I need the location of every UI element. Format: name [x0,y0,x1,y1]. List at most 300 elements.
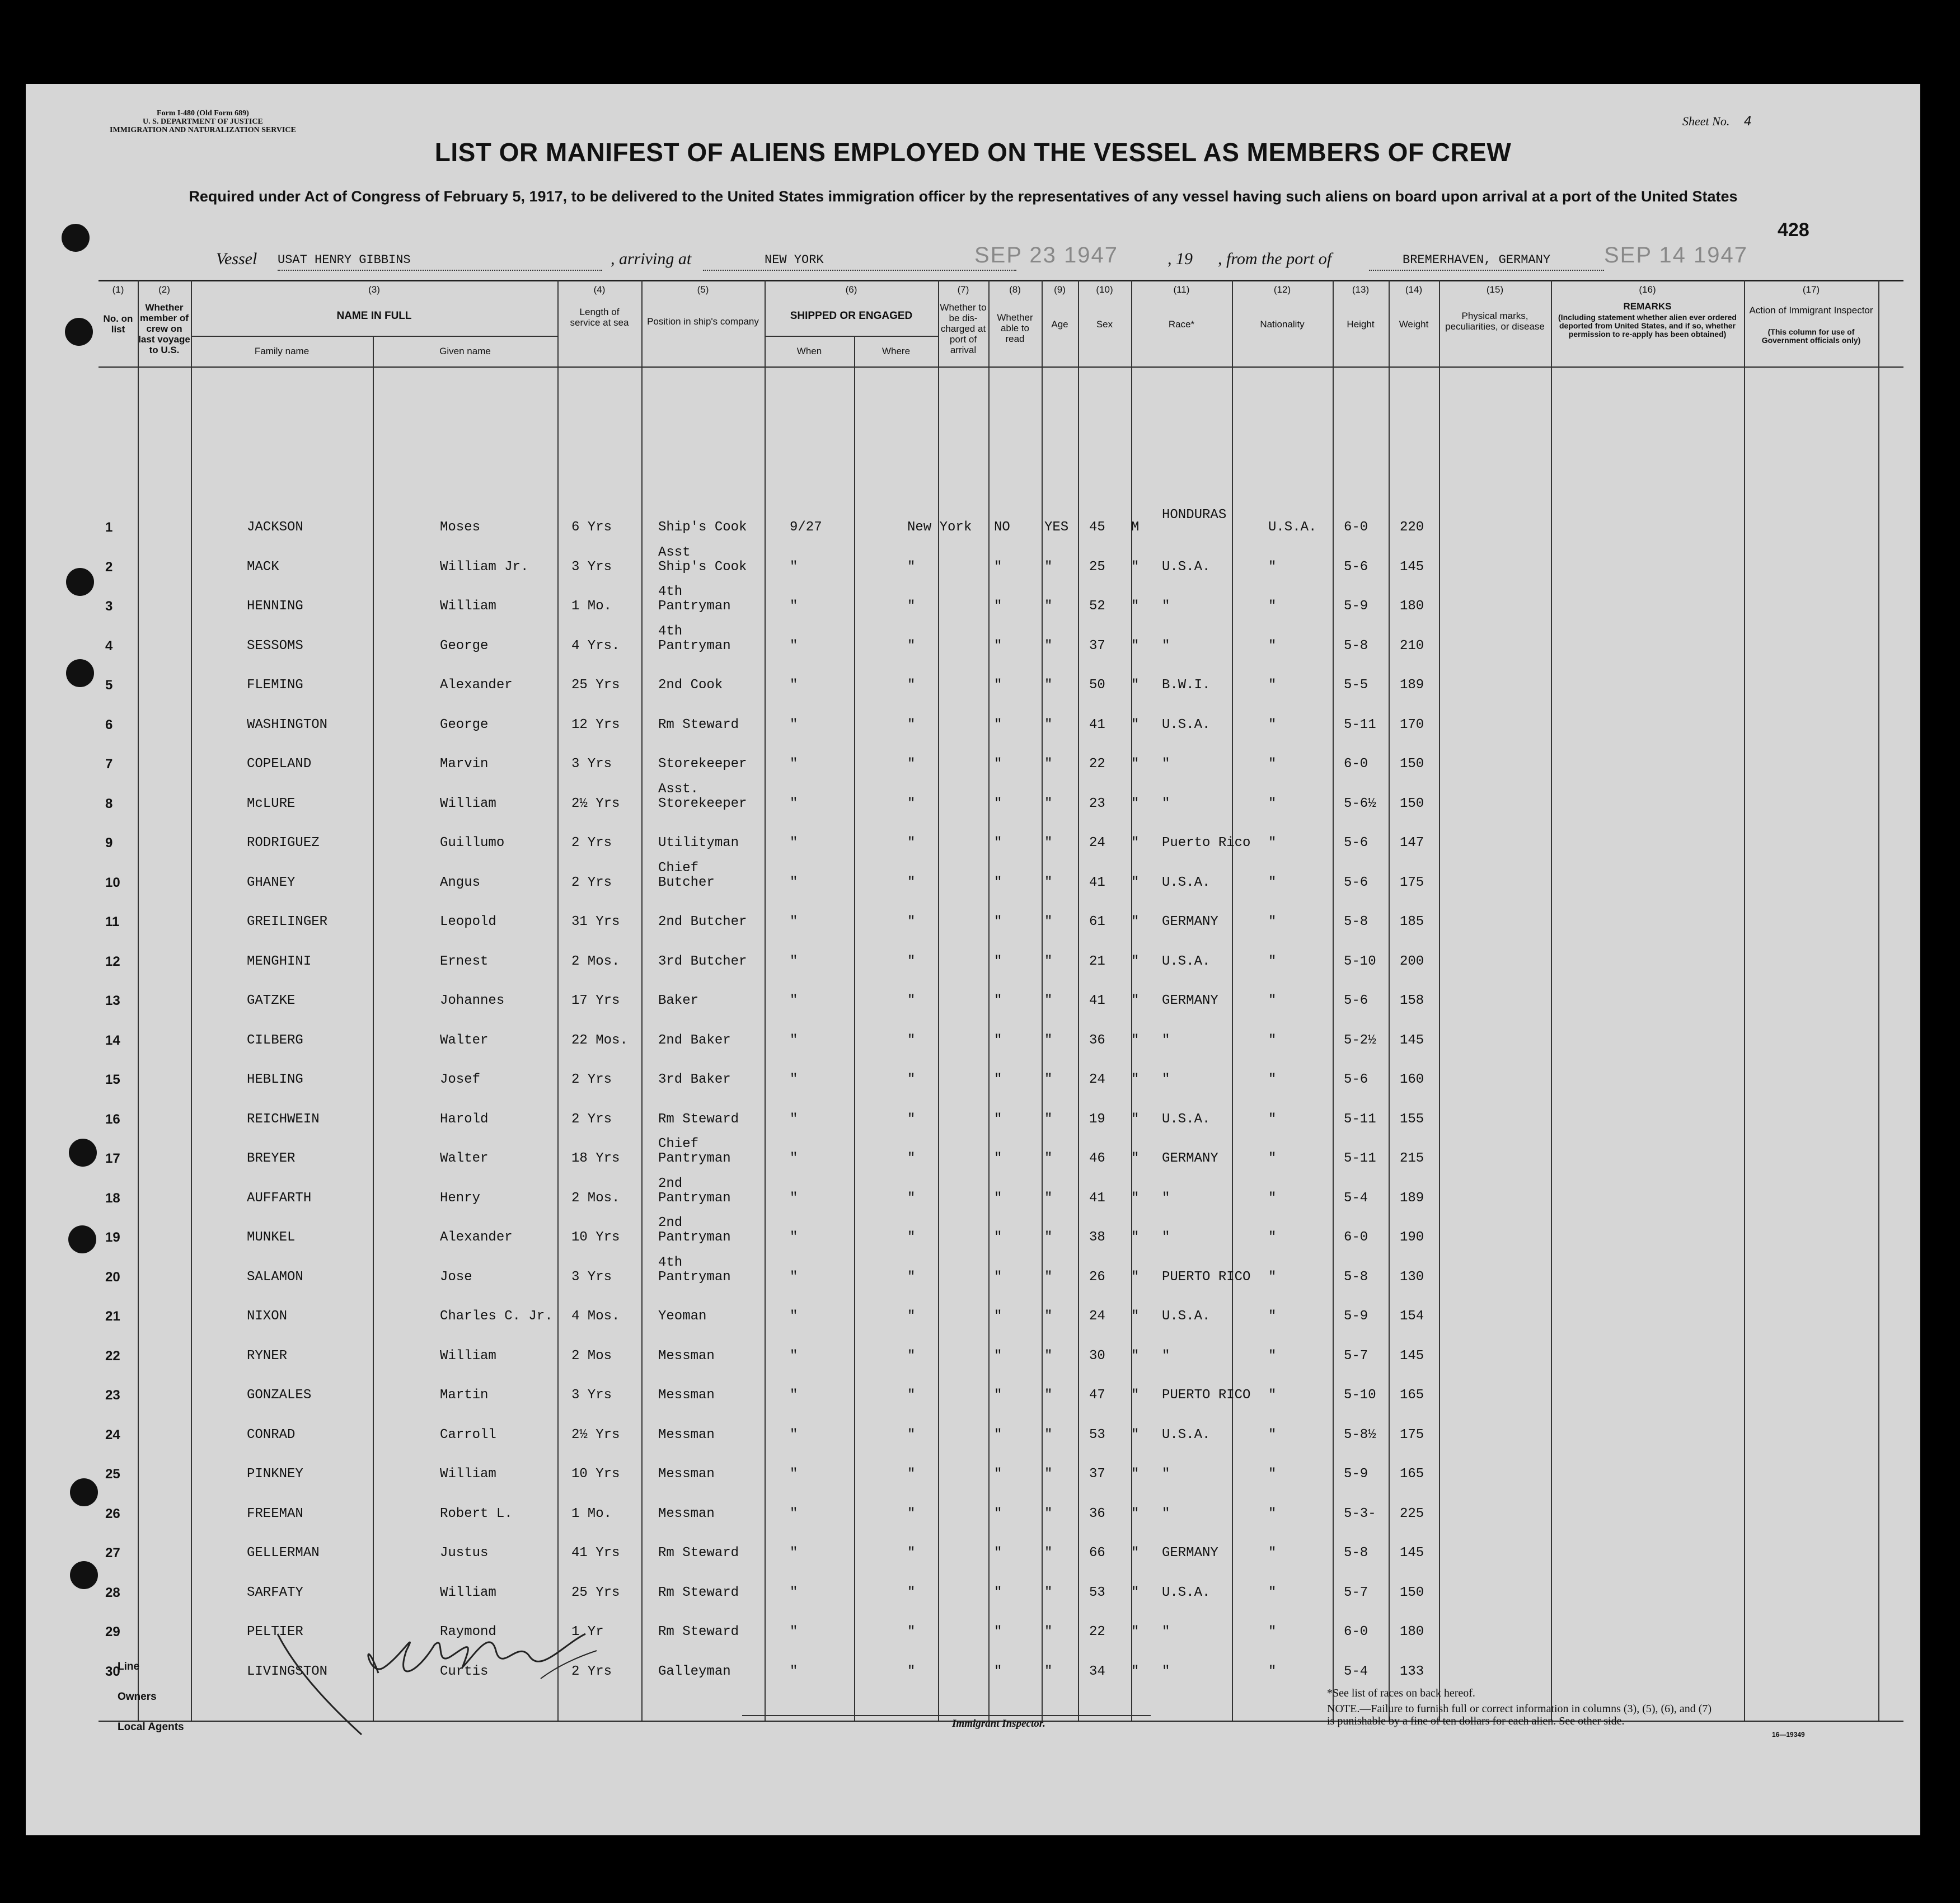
row-number: 26 [105,1506,120,1521]
height: 5-5 [1344,678,1368,693]
col-number: (6) [845,284,857,295]
discharged-at-port: NO [994,520,1010,535]
able-to-read: " [1044,678,1053,693]
family-name: RODRIGUEZ [247,835,320,851]
column-divider [988,280,990,1721]
row-number: 10 [105,875,120,890]
row-number: 3 [105,599,113,614]
header-physical-marks: Physical marks, peculiarities, or disease [1445,311,1545,332]
sex: " [1131,1506,1140,1521]
shipped-when: " [790,953,798,969]
sex: " [1131,1348,1140,1364]
nationality: " [1268,953,1277,969]
shipped-when: " [790,1190,798,1206]
nationality: " [1268,1664,1277,1679]
age: 23 [1089,796,1105,811]
position-in-company: Pantryman [658,1190,731,1206]
header-sex: Sex [1096,319,1113,330]
length-of-service: 2 Yrs [571,1111,612,1127]
family-name: REICHWEIN [247,1111,320,1127]
nationality: " [1268,1388,1277,1403]
height: 5-11 [1344,717,1376,732]
length-of-service: 2 Yrs [571,1072,612,1087]
row-number: 16 [105,1111,120,1127]
column-divider [373,336,374,1721]
given-name: Carroll [440,1427,496,1442]
given-name: Justus [440,1545,489,1561]
race: GERMANY [1162,993,1218,1008]
shipped-when: " [790,1309,798,1324]
height: 5-3- [1344,1506,1376,1521]
weight: 180 [1400,599,1424,614]
race: " [1162,1230,1170,1245]
length-of-service: 10 Yrs [571,1230,620,1245]
shipped-where: " [907,1309,916,1324]
given-name: William [440,1348,496,1364]
height: 5-6 [1344,875,1368,890]
length-of-service: 2 Yrs [571,875,612,890]
given-name: Josef [440,1072,481,1087]
nationality: " [1268,1111,1277,1127]
sex: " [1131,1467,1140,1482]
given-name: Moses [440,520,481,535]
shipped-when: " [790,1427,798,1442]
position-in-company: Messman [658,1427,715,1442]
page-subtitle: Required under Act of Congress of February 5, 1917, to be delivered to the United States immigration officer by the representatives of any vessel having such aliens on board upon arrival at a port of the United States [189,188,1738,205]
header-remarks-note: (Including statement whether alien ever ordered deported from United States, and if so, whether permission to re-apply has been obtained) [1558,313,1737,339]
position-in-company: Pantryman [658,599,731,614]
length-of-service: 3 Yrs [571,1269,612,1285]
sex: " [1131,1545,1140,1561]
given-name: George [440,717,489,732]
col-number: (10) [1096,284,1113,295]
nationality: " [1268,1190,1277,1206]
position-in-company: Yeoman [658,1309,707,1324]
height: 5-8 [1344,1545,1368,1561]
nationality: " [1268,914,1277,929]
position-in-company: Chief [658,1136,699,1152]
weight: 185 [1400,914,1424,929]
nationality: " [1268,796,1277,811]
race: Puerto Rico [1162,835,1251,851]
discharged-at-port: " [994,1545,1002,1561]
discharged-at-port: " [994,1111,1002,1127]
row-number: 1 [105,520,113,535]
row-number: 27 [105,1545,120,1561]
length-of-service: 25 Yrs [571,1585,620,1600]
sex: " [1131,756,1140,772]
weight: 210 [1400,638,1424,654]
discharged-at-port: " [994,678,1002,693]
shipped-where: " [907,1269,916,1285]
footer-owners-label: Owners [118,1691,157,1703]
column-divider [765,280,766,1721]
header-family-name: Family name [254,346,310,356]
length-of-service: 2 Mos [571,1348,612,1364]
header-given-name: Given name [439,346,491,356]
family-name: FLEMING [247,678,303,693]
given-name: William [440,599,496,614]
row-number: 5 [105,678,113,693]
able-to-read: " [1044,1624,1053,1639]
col-number: (3) [368,284,380,295]
col-number: (2) [158,284,170,295]
shipped-when: " [790,1545,798,1561]
race: U.S.A. [1162,875,1211,890]
given-name: Guillumo [440,835,505,851]
position-in-company: Chief [658,860,699,876]
row-number: 20 [105,1269,120,1285]
age: 30 [1089,1348,1105,1364]
nationality: " [1268,1309,1277,1324]
sex: " [1131,638,1140,654]
given-name: Alexander [440,1230,513,1245]
given-name: Curtis [440,1664,489,1679]
weight: 175 [1400,1427,1424,1442]
discharged-at-port: " [994,1624,1002,1639]
able-to-read: " [1044,993,1053,1008]
height: 5-10 [1344,953,1376,969]
length-of-service: 18 Yrs [571,1151,620,1166]
able-to-read: " [1044,1427,1053,1442]
height: 5-9 [1344,599,1368,614]
row-number: 24 [105,1427,120,1442]
footer-form-code: 16—19349 [1772,1731,1805,1738]
sex: " [1131,1032,1140,1048]
shipped-when: " [790,1585,798,1600]
able-to-read: " [1044,914,1053,929]
punch-hole [70,1561,98,1589]
row-number: 22 [105,1348,120,1364]
weight: 189 [1400,1190,1424,1206]
shipped-where: " [907,835,916,851]
weight: 150 [1400,1585,1424,1600]
age: 41 [1089,875,1105,890]
shipped-where: " [907,1032,916,1048]
discharged-at-port: " [994,1348,1002,1364]
position-in-company: Messman [658,1506,715,1521]
shipped-when: " [790,1032,798,1048]
position-in-company: 4th [658,623,683,639]
weight: 175 [1400,875,1424,890]
sex: " [1131,1664,1140,1679]
able-to-read: " [1044,599,1053,614]
footer-line-label: Line [118,1661,140,1672]
age: 24 [1089,1072,1105,1087]
position-in-company: Rm Steward [658,1111,739,1127]
nationality: " [1268,599,1277,614]
race: U.S.A. [1162,559,1211,575]
length-of-service: 6 Yrs [571,520,612,535]
row-number: 11 [105,914,120,929]
col-number: (17) [1802,284,1820,295]
header-height: Height [1347,319,1375,330]
race: U.S.A. [1162,1309,1211,1324]
length-of-service: 2 Yrs [571,835,612,851]
departure-stamp: SEP 14 1947 [1604,243,1748,267]
position-in-company: Ship's Cook [658,520,747,535]
header-where: Where [881,346,911,356]
able-to-read: " [1044,1664,1053,1679]
position-in-company: Storekeeper [658,796,747,811]
given-name: Ernest [440,953,489,969]
able-to-read: " [1044,1032,1053,1048]
discharged-at-port: " [994,1467,1002,1482]
shipped-when: " [790,993,798,1008]
discharged-at-port: " [994,993,1002,1008]
shipped-where: " [907,678,916,693]
height: 6-0 [1344,1230,1368,1245]
age: 36 [1089,1032,1105,1048]
col-number: (9) [1054,284,1066,295]
header-able-to-read: Whether able to read [997,312,1033,344]
position-in-company: 3rd Baker [658,1072,731,1087]
column-divider [1551,280,1552,1721]
height: 5-4 [1344,1190,1368,1206]
signature-scrawl [250,1595,697,1751]
position-in-company: 2nd [658,1215,683,1230]
age: 24 [1089,1309,1105,1324]
age: 22 [1089,1624,1105,1639]
shipped-where: " [907,1585,916,1600]
given-name: William [440,1585,496,1600]
weight: 189 [1400,678,1424,693]
arriving-port: NEW YORK [765,253,824,267]
race: U.S.A. [1162,1585,1211,1600]
shipped-when: 9/27 [790,520,822,535]
discharged-at-port: " [994,1388,1002,1403]
height: 5-9 [1344,1467,1368,1482]
nationality: " [1268,1348,1277,1364]
nationality: " [1268,1151,1277,1166]
shipped-where: " [907,1230,916,1245]
sex: " [1131,796,1140,811]
position-in-company: 4th [658,584,683,599]
arrival-stamp: SEP 23 1947 [974,243,1119,267]
weight: 145 [1400,1545,1424,1561]
given-name: Raymond [440,1624,496,1639]
weight: 150 [1400,796,1424,811]
age: 50 [1089,678,1105,693]
column-divider [854,336,855,1721]
position-in-company: Pantryman [658,1269,731,1285]
length-of-service: 41 Yrs [571,1545,620,1561]
family-name: WASHINGTON [247,717,328,732]
family-name: AUFFARTH [247,1190,312,1206]
length-of-service: 2 Mos. [571,1190,620,1206]
column-divider [1333,280,1334,1721]
age: 41 [1089,1190,1105,1206]
form-id-line: Form I-480 (Old Form 689) [156,109,249,118]
shipped-when: " [790,1467,798,1482]
age: 52 [1089,599,1105,614]
able-to-read: " [1044,1269,1053,1285]
shipped-when: " [790,678,798,693]
punch-hole [68,1225,96,1253]
nationality: " [1268,993,1277,1008]
length-of-service: 12 Yrs [571,717,620,732]
sex: " [1131,1190,1140,1206]
position-in-company: Messman [658,1348,715,1364]
row-number: 12 [105,953,120,969]
form-id-line: IMMIGRATION AND NATURALIZATION SERVICE [110,126,296,134]
position-in-company: Asst [658,544,691,560]
shipped-when: " [790,1072,798,1087]
header-position: Position in ship's company [647,316,759,327]
height: 5-7 [1344,1348,1368,1364]
nationality: " [1268,717,1277,732]
age: 37 [1089,1467,1105,1482]
row-number: 18 [105,1190,120,1206]
height: 6-0 [1344,520,1368,535]
given-name: William Jr. [440,559,529,575]
sex: " [1131,1388,1140,1403]
shipped-where: " [907,1427,916,1442]
row-number: 2 [105,559,113,575]
punch-hole [66,659,94,687]
row-number: 9 [105,835,113,851]
column-divider [1439,280,1440,1721]
sex: " [1131,559,1140,575]
able-to-read: " [1044,1151,1053,1166]
nationality: " [1268,1467,1277,1482]
header-length-service: Length of service at sea [570,307,629,328]
shipped-where: " [907,875,916,890]
underline [278,270,602,271]
discharged-at-port: " [994,1269,1002,1285]
shipped-when: " [790,599,798,614]
given-name: Leopold [440,914,496,929]
column-divider [557,280,559,1721]
punch-hole [62,224,90,252]
column-divider [1078,280,1079,1721]
shipped-where: " [907,1348,916,1364]
footer-inspector-label: Immigrant Inspector. [952,1718,1045,1730]
row-number: 6 [105,717,113,732]
sheet-number-value: 4 [1743,115,1752,129]
height: 5-8 [1344,638,1368,654]
able-to-read: " [1044,1111,1053,1127]
table-top-rule [99,280,1903,281]
weight: 165 [1400,1388,1424,1403]
able-to-read: " [1044,1506,1053,1521]
race: U.S.A. [1162,1427,1211,1442]
height: 5-6 [1344,835,1368,851]
family-name: JACKSON [247,520,303,535]
position-in-company: Rm Steward [658,1585,739,1600]
age: 46 [1089,1151,1105,1166]
family-name: MACK [247,559,279,575]
shipped-where: " [907,1664,916,1679]
header-name-in-full: NAME IN FULL [336,310,412,322]
able-to-read: " [1044,875,1053,890]
shipped-where: " [907,953,916,969]
weight: 190 [1400,1230,1424,1245]
header-no-on-list: No. on list [103,313,133,335]
discharged-at-port: " [994,914,1002,929]
discharged-at-port: " [994,875,1002,890]
shipped-when: " [790,1230,798,1245]
able-to-read: " [1044,1467,1053,1482]
shipped-where: New York [907,520,972,535]
header-action-inspector: Action of Immigrant Inspector [1749,305,1873,316]
height: 5-8 [1344,914,1368,929]
race: U.S.A. [1162,953,1211,969]
race: HONDURAS [1162,508,1227,523]
weight: 160 [1400,1072,1424,1087]
position-in-company: Asst. [658,781,699,797]
sex: " [1131,1624,1140,1639]
given-name: Walter [440,1032,489,1048]
able-to-read: " [1044,1388,1053,1403]
shipped-where: " [907,1072,916,1087]
page-title: LIST OR MANIFEST OF ALIENS EMPLOYED ON THE VESSEL AS MEMBERS OF CREW [434,138,1512,167]
given-name: Marvin [440,756,489,772]
height: 5-6 [1344,993,1368,1008]
sex: " [1131,914,1140,929]
col-number: (15) [1486,284,1504,295]
shipped-where: " [907,1467,916,1482]
shipped-where: " [907,1506,916,1521]
age: 41 [1089,717,1105,732]
weight: 220 [1400,520,1424,535]
age: 19 [1089,1111,1105,1127]
length-of-service: 25 Yrs [571,678,620,693]
nationality: " [1268,875,1277,890]
col-number: (7) [957,284,969,295]
given-name: Johannes [440,993,505,1008]
length-of-service: 17 Yrs [571,993,620,1008]
discharged-at-port: " [994,756,1002,772]
race: " [1162,1624,1170,1639]
discharged-at-port: " [994,1190,1002,1206]
race: U.S.A. [1162,1111,1211,1127]
height: 5-4 [1344,1664,1368,1679]
race: " [1162,1032,1170,1048]
sex: " [1131,717,1140,732]
able-to-read: " [1044,638,1053,654]
weight: 165 [1400,1467,1424,1482]
footer-races-note: *See list of races on back hereof. [1327,1687,1475,1699]
shipped-when: " [790,1111,798,1127]
family-name: GREILINGER [247,914,328,929]
height: 5-11 [1344,1151,1376,1166]
family-name: FREEMAN [247,1506,303,1521]
position-in-company: Rm Steward [658,1624,739,1639]
nationality: " [1268,559,1277,575]
family-name: SALAMON [247,1269,303,1285]
discharged-at-port: " [994,953,1002,969]
shipped-where: " [907,1624,916,1639]
shipped-when: " [790,717,798,732]
able-to-read: " [1044,796,1053,811]
able-to-read: " [1044,953,1053,969]
sheet-number-label: Sheet No. [1682,114,1730,128]
col-number: (12) [1273,284,1291,295]
position-in-company: Storekeeper [658,756,747,772]
col-number: (8) [1009,284,1021,295]
length-of-service: 2½ Yrs [571,1427,620,1442]
underline [1369,270,1604,271]
age: 24 [1089,835,1105,851]
age: 45 [1089,520,1105,535]
height: 5-8 [1344,1269,1368,1285]
shipped-where: " [907,599,916,614]
family-name: COPELAND [247,756,312,772]
header-race: Race* [1168,319,1195,330]
race: " [1162,599,1170,614]
family-name: McLURE [247,796,296,811]
